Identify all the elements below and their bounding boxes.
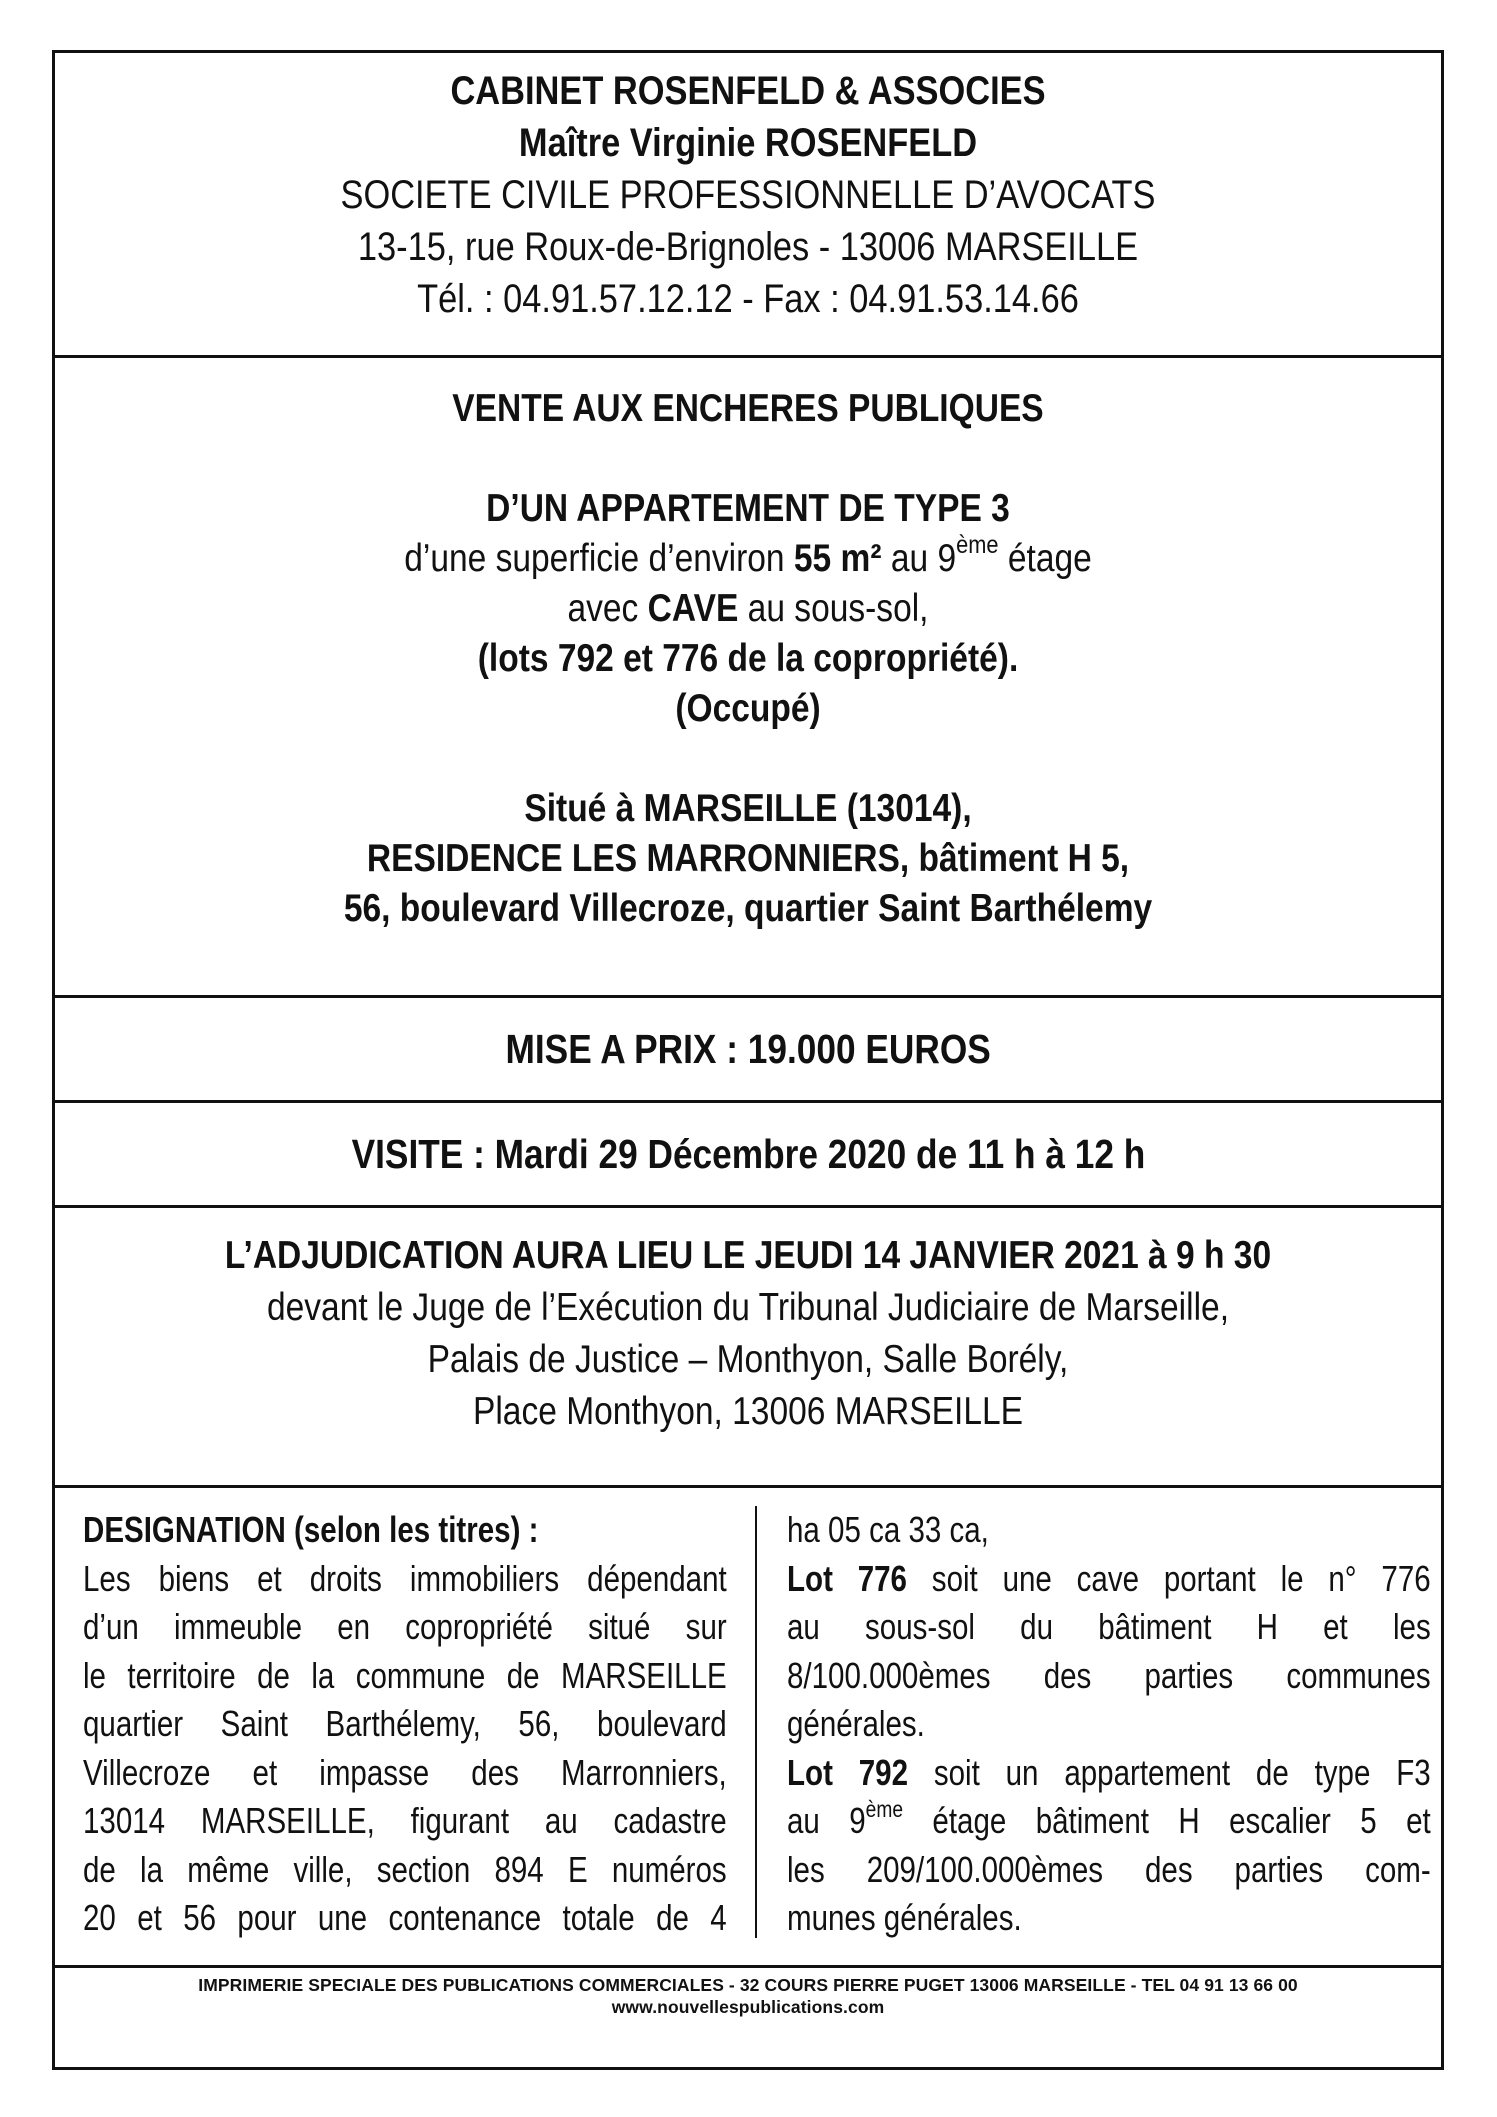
designation-line: d’un immeuble en copropriété situé sur <box>83 1606 727 1647</box>
designation-line: 13014 MARSEILLE, figurant au cadastre <box>83 1800 727 1841</box>
location-city: Situé à MARSEILLE (13014), <box>524 787 972 830</box>
firm-phone-fax: Tél. : 04.91.57.12.12 - Fax : 04.91.53.14.66 <box>417 277 1079 321</box>
designation-line: munes générales. <box>787 1897 1022 1938</box>
lot-776-line: Lot 776 soit une cave portant le n° 776 <box>787 1557 1431 1599</box>
sale-description <box>55 358 1441 998</box>
designation-line: Villecroze et impasse des Marronniers, <box>83 1751 727 1793</box>
designation-left-column <box>83 1506 726 1943</box>
company-type: SOCIETE CIVILE PROFESSIONNELLE D’AVOCATS <box>340 173 1156 217</box>
column-divider <box>755 1506 757 1938</box>
designation-line: ha 05 ca 33 ca, <box>787 1509 989 1550</box>
designation-right-column <box>787 1506 1430 1943</box>
visit-date: VISITE : Mardi 29 Décembre 2020 de 11 h à 12 h <box>351 1130 1145 1177</box>
designation-line: les 209/100.000èmes des parties com- <box>787 1848 1431 1890</box>
designation-line: Les biens et droits immobiliers dépendant <box>83 1557 727 1599</box>
adjudication-address: Place Monthyon, 13006 MARSEILLE <box>472 1390 1023 1433</box>
designation-line: 20 et 56 pour une contenance totale de 4 <box>83 1897 727 1938</box>
designation-line: au sous-sol du bâtiment H et les <box>787 1606 1431 1647</box>
designation-line: de la même ville, section 894 E numéros <box>83 1848 727 1890</box>
starting-price: MISE A PRIX : 19.000 EUROS <box>505 1025 991 1072</box>
starting-price-section <box>55 998 1441 1103</box>
cave-line: avec CAVE au sous-sol, <box>567 587 929 630</box>
surface-line: d’une superficie d’environ 55 m² au 9ème étage <box>404 531 1092 580</box>
law-firm-header <box>55 53 1441 358</box>
legal-notice <box>52 50 1444 2070</box>
designation-line: le territoire de la commune de MARSEILLE <box>83 1654 727 1696</box>
occupancy-status: (Occupé) <box>675 687 821 730</box>
designation-line: quartier Saint Barthélemy, 56, boulevard <box>83 1703 727 1744</box>
designation-section <box>55 1488 1441 1968</box>
designation-line: générales. <box>787 1703 925 1744</box>
adjudication-section <box>55 1208 1441 1488</box>
adjudication-court: devant le Juge de l’Exécution du Tribunal Judiciaire de Marseille, <box>266 1286 1230 1329</box>
website-link[interactable]: www.nouvellespublications.com <box>611 1997 885 2017</box>
lot-792-floor-line: au 9ème étage bâtiment H escalier 5 et <box>787 1795 1431 1841</box>
sale-title: VENTE AUX ENCHERES PUBLIQUES <box>452 387 1044 430</box>
adjudication-venue: Palais de Justice – Monthyon, Salle Borély, <box>427 1338 1069 1381</box>
adjudication-heading: L’ADJUDICATION AURA LIEU LE JEUDI 14 JANVIER 2021 à 9 h 30 <box>224 1234 1272 1277</box>
designation-heading: DESIGNATION (selon les titres) : <box>83 1509 539 1550</box>
lawyer-name: Maître Virginie ROSENFELD <box>518 121 978 165</box>
firm-name: CABINET ROSENFELD & ASSOCIES <box>450 69 1046 113</box>
printer-footer <box>55 1968 1441 2018</box>
visit-section <box>55 1103 1441 1208</box>
designation-line: 8/100.000èmes des parties communes <box>787 1654 1431 1696</box>
location-street: 56, boulevard Villecroze, quartier Saint Barthélemy <box>343 887 1153 930</box>
printer-info: IMPRIMERIE SPECIALE DES PUBLICATIONS COMMERCIALES - 32 COURS PIERRE PUGET 13006 MARSEILLE - TEL 04 91 13 66 00 <box>198 1975 1298 1995</box>
property-type: D’UN APPARTEMENT DE TYPE 3 <box>486 487 1010 530</box>
firm-address: 13-15, rue Roux-de-Brignoles - 13006 MARSEILLE <box>357 225 1139 269</box>
location-residence: RESIDENCE LES MARRONNIERS, bâtiment H 5, <box>366 837 1130 880</box>
lot-792-line: Lot 792 soit un appartement de type F3 <box>787 1751 1431 1793</box>
lots-line: (lots 792 et 776 de la copropriété). <box>477 637 1019 680</box>
